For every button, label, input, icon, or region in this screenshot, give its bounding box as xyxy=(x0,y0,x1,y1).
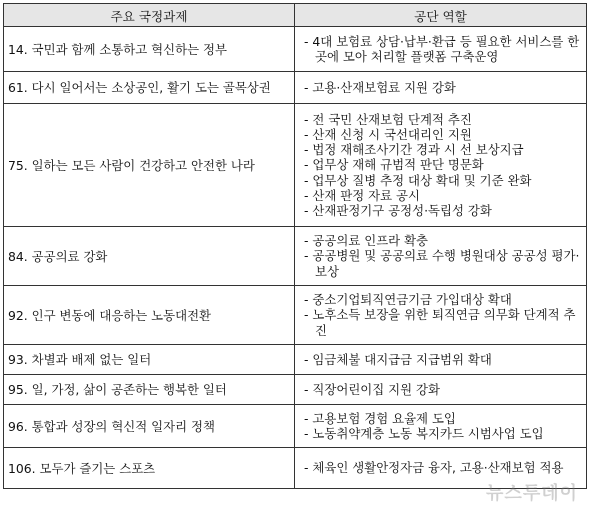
table-row xyxy=(4,104,587,227)
task-cell: 14. 국민과 함께 소통하고 혁신하는 정부 xyxy=(4,27,295,72)
task-cell: 75. 일하는 모든 사람이 건강하고 안전한 나라 xyxy=(4,104,295,227)
table-row xyxy=(4,286,587,345)
role-item: - 법정 재해조사기간 경과 시 선 보상지급 xyxy=(299,142,582,157)
role-item: - 4대 보험료 상담·납부·환급 등 필요한 서비스를 한 곳에 모아 처리할 플랫폼 구축운영 xyxy=(299,34,582,64)
role-cell xyxy=(295,405,587,448)
table-row xyxy=(4,227,587,286)
header-task: 주요 국정과제 xyxy=(4,4,295,27)
role-item: - 산재 신청 시 국선대리인 지원 xyxy=(299,127,582,142)
role-item: - 임금체불 대지급금 지급범위 확대 xyxy=(299,352,582,367)
role-item: - 공공의료 인프라 확충 xyxy=(299,233,582,248)
role-item: - 업무상 질병 추정 대상 확대 및 기준 완화 xyxy=(299,173,582,188)
task-cell: 96. 통합과 성장의 혁신적 일자리 정책 xyxy=(4,405,295,448)
role-item: - 업무상 재해 규범적 판단 명문화 xyxy=(299,157,582,172)
role-cell xyxy=(295,27,587,72)
role-item: - 산재 판정 자료 공시 xyxy=(299,188,582,203)
table-row xyxy=(4,72,587,104)
role-item: - 공공병원 및 공공의료 수행 병원대상 공공성 평가·보상 xyxy=(299,248,582,278)
task-cell: 93. 차별과 배제 없는 일터 xyxy=(4,345,295,375)
table-row xyxy=(4,27,587,72)
role-item: - 노후소득 보장을 위한 퇴직연금 의무화 단계적 추진 xyxy=(299,307,582,337)
role-item: - 산재판정기구 공정성·독립성 강화 xyxy=(299,203,582,218)
role-cell xyxy=(295,345,587,375)
role-item: - 전 국민 산재보험 단계적 추진 xyxy=(299,112,582,127)
role-item: - 고용·산재보험료 지원 강화 xyxy=(299,80,582,95)
role-item: - 노동취약계층 노동 복지카드 시범사업 도입 xyxy=(299,426,582,441)
header-role: 공단 역할 xyxy=(295,4,587,27)
role-cell xyxy=(295,227,587,286)
role-cell xyxy=(295,375,587,405)
role-item: - 체육인 생활안정자금 융자, 고용·산재보험 적용 xyxy=(299,460,582,475)
role-item: - 중소기업퇴직연금기금 가입대상 확대 xyxy=(299,292,582,307)
role-item: - 직장어린이집 지원 강화 xyxy=(299,382,582,397)
task-cell: 95. 일, 가정, 삶이 공존하는 행복한 일터 xyxy=(4,375,295,405)
watermark: 뉴스투데이 xyxy=(486,483,578,504)
task-cell: 84. 공공의료 강화 xyxy=(4,227,295,286)
table-row xyxy=(4,405,587,448)
table-row xyxy=(4,345,587,375)
role-cell xyxy=(295,104,587,227)
role-cell xyxy=(295,72,587,104)
task-cell: 61. 다시 일어서는 소상공인, 활기 도는 골목상권 xyxy=(4,72,295,104)
task-cell: 92. 인구 변동에 대응하는 노동대전환 xyxy=(4,286,295,345)
header-row xyxy=(4,4,587,27)
table-row xyxy=(4,375,587,405)
role-item: - 고용보험 경험 요율제 도입 xyxy=(299,411,582,426)
policy-table xyxy=(3,3,587,489)
task-cell: 106. 모두가 즐기는 스포츠 xyxy=(4,448,295,489)
role-cell xyxy=(295,286,587,345)
